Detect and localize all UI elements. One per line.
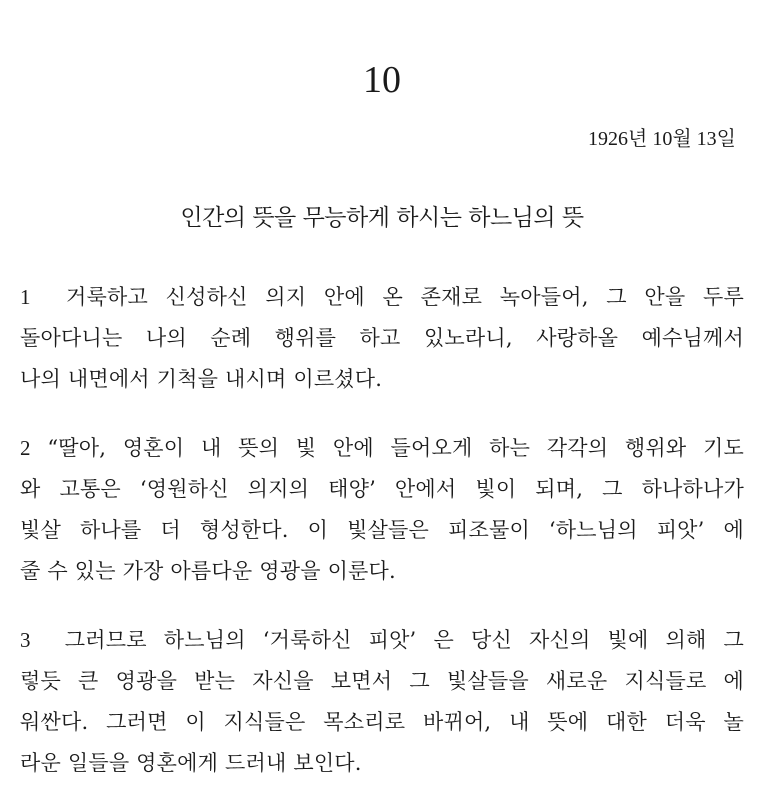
paragraph-text: 거룩하고 신성하신 의지 안에 온 존재로 녹아들어, 그 안을 두루 [66, 285, 744, 309]
paragraph-1 [20, 277, 744, 400]
paragraph-line: 렇듯 큰 영광을 받는 자신을 보면서 그 빛살들을 새로운 지식들로 에 [20, 669, 744, 693]
chapter-date: 1926년 10월 13일 [588, 128, 736, 150]
paragraph-number: 1 [20, 285, 31, 309]
paragraph-line: 와 고통은 ‘영원하신 의지의 태양’ 안에서 빛이 되며, 그 하나하나가 [20, 477, 744, 501]
paragraph-text: “딸아, 영혼이 내 뜻의 빛 안에 들어오게 하는 각각의 행위와 기도 [47, 436, 744, 460]
paragraph-line: 워싼다. 그러면 이 지식들은 목소리로 바뀌어, 내 뜻에 대한 더욱 놀 [20, 710, 744, 734]
paragraph-line [20, 620, 744, 661]
paragraph-line: 라운 일들을 영혼에게 드러내 보인다. [20, 751, 362, 775]
chapter-title: 인간의 뜻을 무능하게 하시는 하느님의 뜻 [180, 205, 584, 231]
paragraph-line: 빛살 하나를 더 형성한다. 이 빛살들은 피조물이 ‘하느님의 피앗’ 에 [20, 518, 744, 542]
paragraph-line: 줄 수 있는 가장 아름다운 영광을 이룬다. [20, 559, 396, 583]
paragraph-text: 그러므로 하느님의 ‘거룩하신 피앗’ 은 당신 자신의 빛에 의해 그 [64, 628, 744, 652]
chapter-number: 10 [363, 59, 401, 101]
paragraph-line [20, 277, 744, 318]
paragraph-line: 돌아다니는 나의 순례 행위를 하고 있노라니, 사랑하올 예수님께서 [20, 326, 744, 350]
paragraph-2 [20, 428, 744, 592]
paragraph-number: 2 [20, 436, 31, 460]
paragraph-line [20, 428, 744, 469]
paragraph-number: 3 [20, 628, 31, 652]
paragraph-line: 나의 내면에서 기척을 내시며 이르셨다. [20, 367, 383, 391]
paragraph-3 [20, 620, 744, 784]
